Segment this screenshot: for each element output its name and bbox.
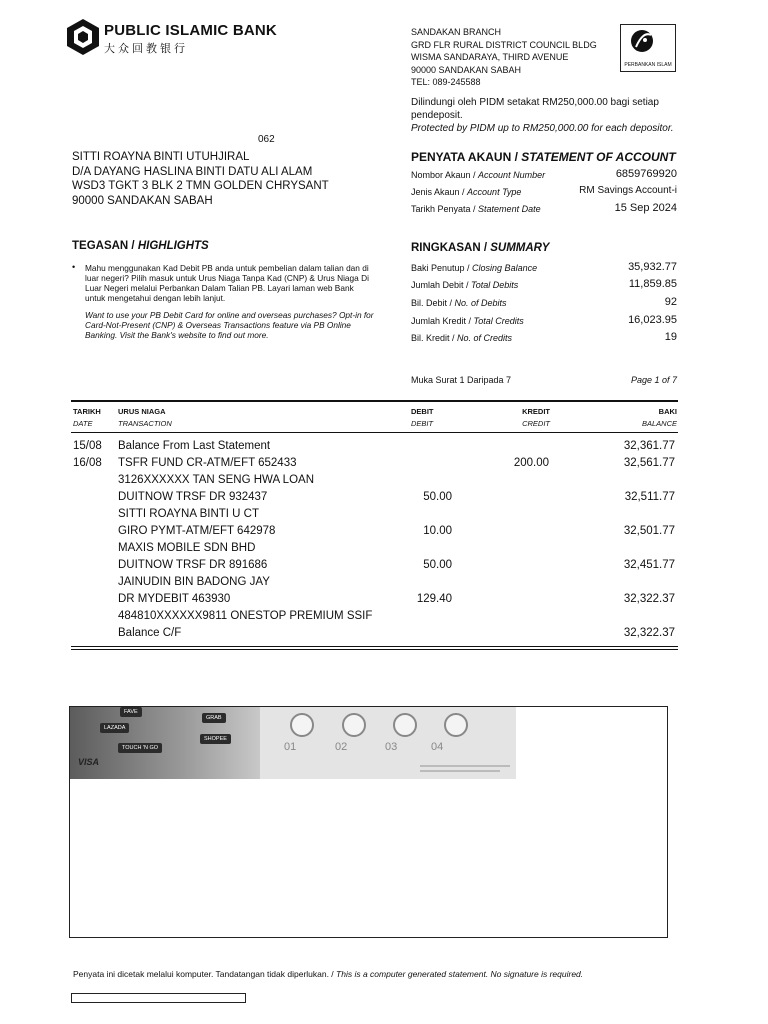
pidm-english: Protected by PIDM up to RM250,000.00 for each depositor. bbox=[411, 123, 674, 134]
promo-image bbox=[70, 707, 260, 779]
promo-chip: GRAB bbox=[202, 713, 226, 723]
pidm-notice bbox=[411, 96, 701, 135]
address-line: WSD3 TGKT 3 BLK 2 TMN GOLDEN CHRYSANT bbox=[72, 180, 329, 192]
step-number: 04 bbox=[431, 741, 444, 753]
promo-chip: LAZADA bbox=[100, 723, 129, 733]
transaction-balance: 32,322.37 bbox=[623, 593, 675, 605]
transaction-balance: 32,451.77 bbox=[623, 559, 675, 571]
header-credit: KREDIT CREDIT bbox=[522, 407, 550, 428]
address-line: 90000 SANDAKAN SABAH bbox=[72, 194, 213, 207]
transaction-debit: 10.00 bbox=[423, 525, 452, 537]
transaction-description: SITTI ROAYNA BINTI U CT bbox=[118, 508, 259, 520]
branch-line: GRD FLR RURAL DISTRICT COUNCIL BLDG bbox=[411, 39, 597, 50]
table-bottom-rule-double bbox=[71, 649, 678, 650]
no-of-credits-row: Bil. Kredit / No. of Credits 19 bbox=[411, 331, 677, 343]
footer-box bbox=[71, 993, 246, 1003]
branch-code: 062 bbox=[258, 134, 275, 145]
statement-date-row: Tarikh Penyata / Statement Date 15 Sep 2024 bbox=[411, 202, 677, 214]
perbankan-islam-label: PERBANKAN ISLAM bbox=[624, 62, 672, 68]
pidm-malay: Dilindungi oleh PIDM setakat RM250,000.00 bagi setiap pendeposit. bbox=[411, 97, 659, 121]
highlights-title: TEGASAN / HIGHLIGHTS bbox=[72, 240, 209, 252]
transaction-description: 3126XXXXXX TAN SENG HWA LOAN bbox=[118, 474, 314, 486]
transaction-description: 484810XXXXXX9811 ONESTOP PREMIUM SSIF bbox=[118, 610, 373, 622]
transaction-debit: 50.00 bbox=[423, 559, 452, 571]
transaction-description: DR MYDEBIT 463930 bbox=[118, 593, 231, 605]
transaction-date: 16/08 bbox=[73, 457, 102, 469]
no-of-credits-value: 19 bbox=[664, 331, 677, 343]
transaction-balance: 32,322.37 bbox=[623, 627, 675, 639]
transaction-description: MAXIS MOBILE SDN BHD bbox=[118, 542, 256, 554]
summary-title: RINGKASAN / SUMMARY bbox=[411, 242, 550, 254]
customer-address bbox=[72, 150, 329, 208]
table-row bbox=[71, 542, 678, 559]
table-row bbox=[71, 559, 678, 576]
no-of-debits-row: Bil. Debit / No. of Debits 92 bbox=[411, 296, 677, 308]
account-type-row: Jenis Akaun / Account Type RM Savings Account-i bbox=[411, 185, 677, 197]
transaction-description: DUITNOW TRSF DR 891686 bbox=[118, 559, 268, 571]
header-bottom-rule bbox=[71, 432, 678, 433]
highlights-english: Want to use your PB Debit Card for online and overseas purchases? Opt-in for Card-Not-Present (CNP) & Overseas Transactions feature via PB Online Banking. Visit the Bank's website to find out more. bbox=[85, 310, 374, 340]
transaction-date: 15/08 bbox=[73, 440, 102, 452]
transaction-credit: 200.00 bbox=[513, 457, 549, 469]
step-number: 02 bbox=[335, 741, 348, 753]
table-row bbox=[71, 525, 678, 542]
branch-address bbox=[411, 26, 597, 89]
opt-in-icon bbox=[444, 713, 468, 737]
table-row bbox=[71, 593, 678, 610]
table-top-rule bbox=[71, 400, 678, 402]
promo-fine-print bbox=[420, 765, 510, 767]
header-balance: BAKI BALANCE bbox=[641, 407, 677, 428]
no-of-debits-value: 92 bbox=[664, 296, 677, 308]
promo-chip: FAVE bbox=[120, 707, 142, 717]
manage-card-icon bbox=[393, 713, 417, 737]
branch-line: SANDAKAN BRANCH bbox=[411, 27, 502, 37]
table-row bbox=[71, 474, 678, 491]
table-row bbox=[71, 457, 678, 474]
address-line: D/A DAYANG HASLINA BINTI DATU ALI ALAM bbox=[72, 165, 313, 178]
promo-fine-print bbox=[420, 770, 500, 772]
table-row bbox=[71, 576, 678, 593]
header-transaction: URUS NIAGA TRANSACTION bbox=[118, 407, 172, 428]
table-row bbox=[71, 440, 678, 457]
promo-chip: TOUCH 'N GO bbox=[118, 743, 162, 753]
table-row bbox=[71, 610, 678, 627]
step-number: 03 bbox=[385, 741, 398, 753]
branch-line: WISMA SANDARAYA, THIRD AVENUE bbox=[411, 52, 569, 62]
bank-logo-icon bbox=[66, 18, 100, 56]
total-credits-row: Jumlah Kredit / Total Credits 16,023.95 bbox=[411, 314, 677, 326]
transaction-debit: 50.00 bbox=[423, 491, 452, 503]
login-icon bbox=[290, 713, 314, 737]
step-number: 01 bbox=[284, 741, 297, 753]
statement-title: PENYATA AKAUN / STATEMENT OF ACCOUNT bbox=[411, 150, 676, 164]
page-indicator-malay: Muka Surat 1 Daripada 7 bbox=[411, 375, 512, 385]
transaction-balance: 32,561.77 bbox=[623, 457, 675, 469]
transaction-description: TSFR FUND CR-ATM/EFT 652433 bbox=[118, 457, 297, 469]
address-line: SITTI ROAYNA BINTI UTUHJIRAL bbox=[72, 151, 250, 163]
branch-line: TEL: 089-245588 bbox=[411, 77, 481, 87]
bank-name-chinese: 大众回教银行 bbox=[104, 43, 188, 55]
transaction-description: Balance C/F bbox=[118, 627, 182, 639]
transaction-description: JAINUDIN BIN BADONG JAY bbox=[118, 576, 270, 588]
account-number-row: Nombor Akaun / Account Number 6859769920 bbox=[411, 168, 677, 180]
footer-note: Penyata ini dicetak melalui komputer. Tandatangan tidak diperlukan. / This is a computer generated statement. No signature is required. bbox=[73, 969, 584, 979]
account-number-value: 6859769920 bbox=[615, 168, 677, 180]
statement-date-value: 15 Sep 2024 bbox=[614, 202, 677, 214]
bank-name: PUBLIC ISLAMIC BANK bbox=[104, 22, 277, 39]
transaction-debit: 129.40 bbox=[416, 593, 452, 605]
total-debits-value: 11,859.85 bbox=[628, 278, 677, 290]
transaction-balance: 32,361.77 bbox=[623, 440, 675, 452]
promo-chip: SHOPEE bbox=[200, 734, 231, 744]
perbankan-islam-logo bbox=[620, 24, 676, 72]
visa-logo: VISA bbox=[78, 757, 100, 767]
account-type-value: RM Savings Account-i bbox=[579, 185, 677, 196]
table-bottom-rule bbox=[71, 646, 678, 647]
page-indicator-english: Page 1 of 7 bbox=[630, 375, 677, 385]
bullet-icon: • bbox=[72, 262, 76, 272]
transaction-balance: 32,511.77 bbox=[624, 491, 675, 503]
table-row bbox=[71, 491, 678, 508]
transaction-description: GIRO PYMT-ATM/EFT 642978 bbox=[118, 525, 276, 537]
header-debit: DEBIT DEBIT bbox=[411, 407, 434, 428]
closing-balance-row: Baki Penutup / Closing Balance 35,932.77 bbox=[411, 261, 677, 273]
highlights-malay: Mahu menggunakan Kad Debit PB anda untuk pembelian dalam talian dan di luar negeri? Pilih masuk untuk Urus Niaga Tanpa Kad (CNP) & Urus Niaga Di Luar Negeri melalui Perbankan Dalam Talian PB. Layari laman web Bank untuk mengetahui dengan lebih lanjut. bbox=[85, 263, 369, 303]
transaction-description: Balance From Last Statement bbox=[118, 440, 271, 452]
total-debits-row: Jumlah Debit / Total Debits 11,859.85 bbox=[411, 278, 677, 290]
promo-steps bbox=[260, 707, 516, 779]
profile-icon bbox=[342, 713, 366, 737]
total-credits-value: 16,023.95 bbox=[628, 314, 677, 326]
table-row bbox=[71, 508, 678, 525]
header-date: TARIKH DATE bbox=[73, 407, 101, 428]
table-row bbox=[71, 627, 678, 644]
closing-balance-value: 35,932.77 bbox=[628, 261, 677, 273]
branch-line: 90000 SANDAKAN SABAH bbox=[411, 64, 522, 75]
perbankan-islam-icon bbox=[621, 25, 675, 57]
transaction-description: DUITNOW TRSF DR 932437 bbox=[118, 491, 268, 503]
transaction-balance: 32,501.77 bbox=[623, 525, 675, 537]
